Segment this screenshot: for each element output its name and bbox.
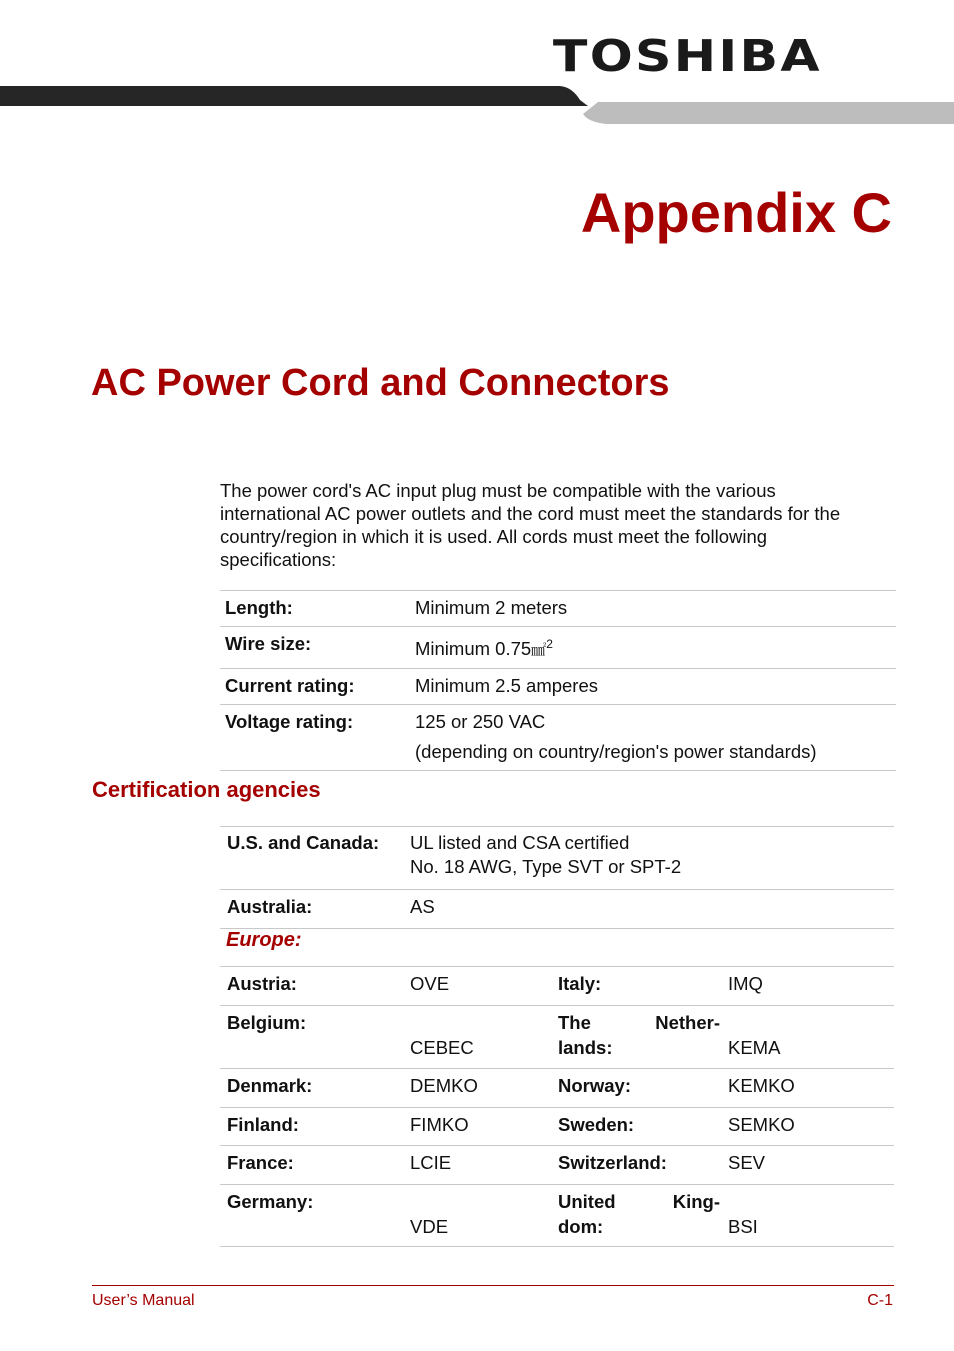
country-label: Austria: [227, 973, 297, 994]
country-label [558, 1189, 728, 1246]
country-label-part: King- [672, 1191, 720, 1212]
voltage-note: (depending on country/region's power standards) [415, 741, 817, 763]
header-band [0, 84, 954, 126]
country-value: OVE [410, 973, 450, 994]
footer-page-number: C-1 [867, 1292, 893, 1309]
spec-label: Length: [225, 597, 293, 618]
country-label: Denmark: [227, 1075, 313, 1096]
cert-label: Australia: [227, 896, 313, 917]
country-label-part: dom: [558, 1216, 604, 1237]
europe-label: Europe: [226, 929, 302, 951]
wire-size-unit: ㎟ [531, 641, 547, 660]
section-title: AC Power Cord and Connectors [91, 362, 670, 404]
cert-value: AS [410, 896, 435, 917]
spec-value: Minimum 2.5 amperes [415, 675, 599, 697]
intro-paragraph: The power cord's AC input plug must be compatible with the various international AC power outlets and the cord must meet the standards for the country/region in which it is used. All cords must meet the following specifications: [220, 480, 841, 570]
country-label-part: United [558, 1191, 616, 1212]
wire-size-value: Minimum 0.75 [415, 638, 532, 660]
spec-value: Minimum 2 meters [415, 597, 568, 618]
country-label: France: [227, 1152, 294, 1173]
spec-row-length [220, 590, 896, 626]
spec-label: Current rating: [225, 675, 355, 697]
country-value: DEMKO [410, 1075, 478, 1096]
country-value: SEMKO [728, 1114, 795, 1135]
certification-table [220, 826, 894, 1247]
spec-label: Voltage rating: [225, 711, 354, 733]
country-value: BSI [728, 1216, 758, 1237]
cert-row-us [220, 826, 894, 889]
cert-value [410, 831, 894, 889]
spec-table [220, 590, 896, 771]
country-value: IMQ [728, 973, 763, 994]
country-row [220, 1068, 894, 1107]
page-title: Appendix C [580, 181, 892, 244]
footer-manual-title: User’s Manual [92, 1292, 195, 1309]
spec-label: Wire size: [225, 633, 312, 654]
spec-value [415, 633, 896, 661]
country-value: KEMKO [728, 1075, 795, 1096]
spec-value [415, 711, 896, 763]
cert-row-europe [220, 928, 894, 966]
country-value: LCIE [410, 1152, 452, 1173]
cert-row-australia [220, 889, 894, 928]
country-row [220, 1184, 894, 1247]
country-label [558, 1010, 728, 1068]
country-label: Italy: [558, 973, 602, 994]
voltage-value: 125 or 250 VAC [415, 711, 546, 733]
country-label-part: Nether- [655, 1012, 720, 1033]
certification-heading: Certification agencies [92, 777, 321, 802]
toshiba-logo: TOSHIBA [553, 31, 822, 82]
country-label: Belgium: [227, 1012, 307, 1033]
country-value: SEV [728, 1152, 766, 1173]
cert-value-line: UL listed and CSA certified [410, 832, 630, 853]
country-row [220, 1107, 894, 1145]
spec-row-current [220, 668, 896, 704]
country-label-part: The [558, 1012, 591, 1033]
cert-label: U.S. and Canada: [227, 832, 380, 853]
country-label: Sweden: [558, 1114, 635, 1135]
country-label-part: lands: [558, 1037, 613, 1058]
spec-row-wire [220, 626, 896, 668]
wire-size-sup: 2 [546, 637, 553, 651]
cert-value-line: No. 18 AWG, Type SVT or SPT-2 [410, 856, 682, 877]
country-label: Finland: [227, 1114, 299, 1135]
country-row [220, 966, 894, 1005]
country-value: CEBEC [410, 1037, 474, 1058]
country-label: Switzerland: [558, 1152, 667, 1173]
country-value: KEMA [728, 1037, 781, 1058]
country-row [220, 1005, 894, 1068]
footer-divider [92, 1285, 894, 1286]
country-row [220, 1145, 894, 1184]
country-value: VDE [410, 1216, 449, 1237]
country-label: Germany: [227, 1191, 314, 1212]
country-value: FIMKO [410, 1114, 469, 1135]
country-label: Norway: [558, 1075, 631, 1096]
spec-row-voltage [220, 704, 896, 771]
